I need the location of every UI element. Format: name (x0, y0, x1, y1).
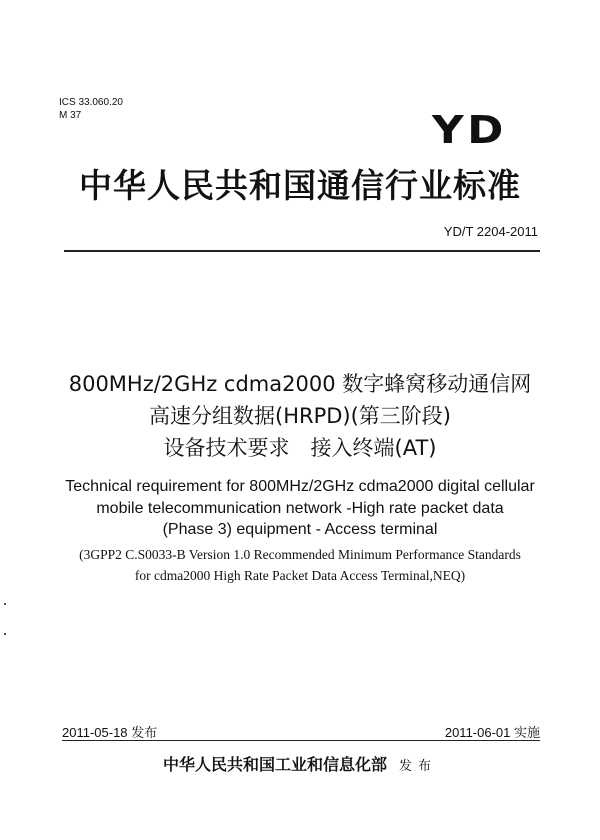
source-standard-line-1: (3GPP2 C.S0033-B Version 1.0 Recommended Minimum Performance Standards (79, 547, 521, 562)
class-code: M 37 (59, 110, 82, 121)
ics-code: ICS 33.060.20 (59, 97, 123, 108)
yd-logo: YD (432, 108, 507, 152)
scan-speck (4, 603, 6, 605)
implementation-date: 2011-06-01 实施 (444, 725, 540, 740)
title-en-line-3: (Phase 3) equipment - Access terminal (162, 521, 438, 538)
classification-codes (59, 96, 123, 122)
publisher-line (0, 752, 600, 775)
title-en-line-2: mobile telecommunication network -High rate packet data (96, 500, 504, 517)
scan-speck (4, 633, 6, 635)
title-cn-line-3: 设备技术要求 接入终端(AT) (163, 436, 437, 460)
footer-divider (62, 740, 540, 741)
title-en-line-1: Technical requirement for 800MHz/2GHz cdma2000 digital cellular (65, 478, 535, 495)
source-standard-line-2: for cdma2000 High Rate Packet Data Access Terminal,NEQ) (134, 568, 466, 583)
title-cn-line-1: 800MHz/2GHz cdma2000 数字蜂窝移动通信网 (68, 372, 532, 396)
title-cn-line-2: 高速分组数据(HRPD)(第三阶段) (149, 404, 451, 428)
publish-label: 发布 (399, 759, 438, 774)
standard-number: YD/T 2204-2011 (443, 224, 538, 239)
header-divider (64, 250, 540, 252)
standard-category-title: 中华人民共和国通信行业标准 (79, 166, 521, 205)
publisher-name: 中华人民共和国工业和信息化部 (162, 755, 387, 774)
issue-date: 2011-05-18 发布 (62, 725, 158, 740)
